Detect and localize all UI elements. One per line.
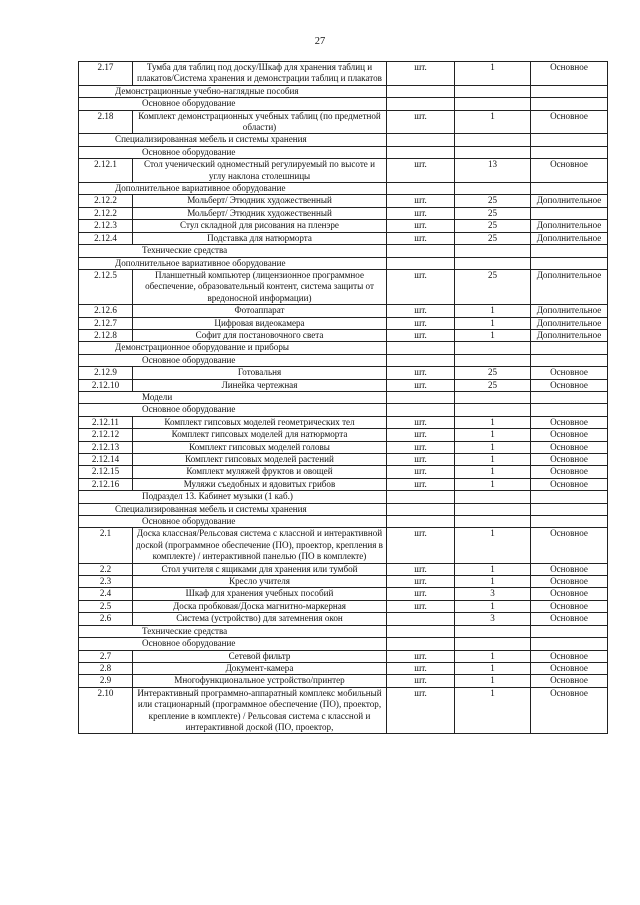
- item-name: Доска классная/Рельсовая система с классной и интерактивной доской (программное обеспечение (ПО), проектор, крепления в комплекте) / интерактивной панелью (ПО в комплекте): [133, 528, 387, 563]
- item-number: 2.6: [79, 613, 133, 625]
- item-unit: шт.: [387, 305, 455, 317]
- item-unit: шт.: [387, 600, 455, 612]
- section-row: [79, 183, 608, 195]
- item-name: Комплект гипсовых моделей головы: [133, 441, 387, 453]
- item-name: Сетевой фильтр: [133, 650, 387, 662]
- section-title: Основное оборудование: [79, 516, 387, 528]
- item-type: Основное: [531, 62, 608, 86]
- section-title: Модели: [79, 391, 387, 403]
- section-title: Специализированная мебель и системы хранения: [79, 503, 387, 515]
- item-type: Основное: [531, 613, 608, 625]
- table-row: [79, 195, 608, 207]
- table-row: [79, 613, 608, 625]
- item-quantity: 1: [455, 466, 531, 478]
- item-quantity: 1: [455, 441, 531, 453]
- item-name: Стул складной для рисования на пленэре: [133, 220, 387, 232]
- table-row: [79, 329, 608, 341]
- item-unit: шт.: [387, 563, 455, 575]
- item-type: Основное: [531, 528, 608, 563]
- item-unit: шт.: [387, 576, 455, 588]
- item-unit: шт.: [387, 269, 455, 304]
- item-type: Основное: [531, 441, 608, 453]
- item-number: 2.5: [79, 600, 133, 612]
- section-title: Основное оборудование: [79, 638, 387, 650]
- item-name: Документ-камера: [133, 662, 387, 674]
- item-unit: шт.: [387, 662, 455, 674]
- item-type: Основное: [531, 650, 608, 662]
- table-row: [79, 379, 608, 391]
- item-number: 2.4: [79, 588, 133, 600]
- item-type: Основное: [531, 416, 608, 428]
- item-name: Фотоаппарат: [133, 305, 387, 317]
- item-number: 2.12.3: [79, 220, 133, 232]
- section-title: Дополнительное вариативное оборудование: [79, 183, 387, 195]
- item-number: 2.1: [79, 528, 133, 563]
- empty-cell: [455, 404, 531, 416]
- empty-cell: [531, 404, 608, 416]
- empty-cell: [455, 354, 531, 366]
- equipment-table: [78, 61, 608, 734]
- empty-cell: [531, 391, 608, 403]
- item-name: Готовальня: [133, 367, 387, 379]
- item-number: 2.12.9: [79, 367, 133, 379]
- item-type: Дополнительное: [531, 317, 608, 329]
- item-type: Основное: [531, 687, 608, 734]
- item-unit: шт.: [387, 588, 455, 600]
- empty-cell: [531, 257, 608, 269]
- table-row: [79, 650, 608, 662]
- table-row: [79, 687, 608, 734]
- table-row: [79, 317, 608, 329]
- empty-cell: [455, 516, 531, 528]
- item-name: Подставка для натюрморта: [133, 232, 387, 244]
- item-quantity: 3: [455, 588, 531, 600]
- section-row: [79, 342, 608, 354]
- item-type: Основное: [531, 576, 608, 588]
- item-type: Дополнительное: [531, 195, 608, 207]
- item-number: 2.12.2: [79, 207, 133, 219]
- table-row: [79, 269, 608, 304]
- empty-cell: [387, 516, 455, 528]
- item-name: Тумба для таблиц под доску/Шкаф для хранения таблиц и плакатов/Система хранения и демонстрации таблиц и плакатов: [133, 62, 387, 86]
- empty-cell: [387, 134, 455, 146]
- item-unit: шт.: [387, 466, 455, 478]
- item-name: Доска пробковая/Доска магнитно-маркерная: [133, 600, 387, 612]
- table-row: [79, 600, 608, 612]
- empty-cell: [531, 245, 608, 257]
- section-title: Демонстрационное оборудование и приборы: [79, 342, 387, 354]
- item-name: Комплект гипсовых моделей геометрических тел: [133, 416, 387, 428]
- empty-cell: [531, 134, 608, 146]
- item-unit: шт.: [387, 454, 455, 466]
- empty-cell: [455, 98, 531, 110]
- empty-cell: [531, 638, 608, 650]
- item-number: 2.12.13: [79, 441, 133, 453]
- empty-cell: [531, 516, 608, 528]
- empty-cell: [531, 342, 608, 354]
- empty-cell: [387, 404, 455, 416]
- item-number: 2.8: [79, 662, 133, 674]
- item-number: 2.7: [79, 650, 133, 662]
- empty-cell: [387, 183, 455, 195]
- item-quantity: 1: [455, 576, 531, 588]
- empty-cell: [455, 638, 531, 650]
- item-name: Комплект муляжей фруктов и овощей: [133, 466, 387, 478]
- table-row: [79, 576, 608, 588]
- item-quantity: 25: [455, 232, 531, 244]
- item-quantity: 25: [455, 220, 531, 232]
- item-quantity: 1: [455, 478, 531, 490]
- table-row: [79, 159, 608, 183]
- item-quantity: 1: [455, 600, 531, 612]
- item-number: 2.12.12: [79, 429, 133, 441]
- item-type: Дополнительное: [531, 232, 608, 244]
- item-quantity: 25: [455, 195, 531, 207]
- empty-cell: [455, 503, 531, 515]
- item-quantity: 1: [455, 675, 531, 687]
- item-quantity: 3: [455, 613, 531, 625]
- table-row: [79, 466, 608, 478]
- item-type: Основное: [531, 110, 608, 134]
- section-row: [79, 404, 608, 416]
- empty-cell: [531, 146, 608, 158]
- item-unit: шт.: [387, 110, 455, 134]
- section-row: [79, 503, 608, 515]
- item-unit: шт.: [387, 329, 455, 341]
- item-quantity: 1: [455, 662, 531, 674]
- item-type: Основное: [531, 367, 608, 379]
- section-row: [79, 146, 608, 158]
- section-row: [79, 391, 608, 403]
- item-unit: шт.: [387, 232, 455, 244]
- item-number: 2.12.7: [79, 317, 133, 329]
- empty-cell: [531, 625, 608, 637]
- item-type: Основное: [531, 478, 608, 490]
- section-title: Демонстрационные учебно-наглядные пособия: [79, 85, 387, 97]
- item-unit: шт.: [387, 317, 455, 329]
- item-quantity: 1: [455, 329, 531, 341]
- item-name: Система (устройство) для затемнения окон: [133, 613, 387, 625]
- item-number: 2.2: [79, 563, 133, 575]
- item-number: 2.9: [79, 675, 133, 687]
- section-title: Основное оборудование: [79, 98, 387, 110]
- item-name: Планшетный компьютер (лицензионное программное обеспечение, образовательный контент, система защиты от вредоносной информации): [133, 269, 387, 304]
- empty-cell: [455, 391, 531, 403]
- item-name: Муляжи съедобных и ядовитых грибов: [133, 478, 387, 490]
- item-unit: шт.: [387, 528, 455, 563]
- item-type: [531, 207, 608, 219]
- item-unit: шт.: [387, 207, 455, 219]
- empty-cell: [387, 257, 455, 269]
- section-row: [79, 491, 608, 503]
- table-row: [79, 588, 608, 600]
- empty-cell: [455, 85, 531, 97]
- item-type: Основное: [531, 662, 608, 674]
- item-quantity: 1: [455, 650, 531, 662]
- section-row: [79, 134, 608, 146]
- item-number: 2.3: [79, 576, 133, 588]
- section-row: [79, 245, 608, 257]
- section-row: [79, 85, 608, 97]
- item-unit: шт.: [387, 220, 455, 232]
- item-type: Основное: [531, 563, 608, 575]
- item-unit: шт.: [387, 416, 455, 428]
- item-quantity: 13: [455, 159, 531, 183]
- table-row: [79, 675, 608, 687]
- table-row: [79, 232, 608, 244]
- item-number: 2.12.16: [79, 478, 133, 490]
- item-number: 2.17: [79, 62, 133, 86]
- empty-cell: [455, 491, 531, 503]
- item-name: Комплект гипсовых моделей для натюрморта: [133, 429, 387, 441]
- section-row: [79, 354, 608, 366]
- empty-cell: [531, 503, 608, 515]
- empty-cell: [387, 85, 455, 97]
- empty-cell: [387, 146, 455, 158]
- item-type: Основное: [531, 379, 608, 391]
- section-title: Основное оборудование: [79, 404, 387, 416]
- section-row: [79, 98, 608, 110]
- table-row: [79, 429, 608, 441]
- section-title: Технические средства: [79, 245, 387, 257]
- table-row: [79, 454, 608, 466]
- item-type: Дополнительное: [531, 269, 608, 304]
- section-row: [79, 516, 608, 528]
- item-number: 2.12.5: [79, 269, 133, 304]
- item-quantity: 1: [455, 528, 531, 563]
- item-unit: шт.: [387, 195, 455, 207]
- table-row: [79, 416, 608, 428]
- item-name: Софит для постановочного света: [133, 329, 387, 341]
- table-row: [79, 662, 608, 674]
- item-unit: шт.: [387, 650, 455, 662]
- table-row: [79, 478, 608, 490]
- item-number: 2.12.2: [79, 195, 133, 207]
- item-unit: шт.: [387, 159, 455, 183]
- item-quantity: 1: [455, 563, 531, 575]
- empty-cell: [531, 98, 608, 110]
- empty-cell: [387, 354, 455, 366]
- item-number: 2.10: [79, 687, 133, 734]
- item-type: Основное: [531, 675, 608, 687]
- empty-cell: [531, 183, 608, 195]
- table-row: [79, 110, 608, 134]
- item-quantity: 25: [455, 269, 531, 304]
- table-row: [79, 207, 608, 219]
- section-title: Дополнительное вариативное оборудование: [79, 257, 387, 269]
- item-name: Линейка чертежная: [133, 379, 387, 391]
- item-quantity: 1: [455, 317, 531, 329]
- item-number: 2.12.4: [79, 232, 133, 244]
- item-type: Дополнительное: [531, 305, 608, 317]
- empty-cell: [455, 625, 531, 637]
- empty-cell: [455, 245, 531, 257]
- empty-cell: [387, 625, 455, 637]
- section-title: Подраздел 13. Кабинет музыки (1 каб.): [79, 491, 387, 503]
- empty-cell: [387, 491, 455, 503]
- item-name: Стол ученический одноместный регулируемый по высоте и углу наклона столешницы: [133, 159, 387, 183]
- table-row: [79, 305, 608, 317]
- empty-cell: [455, 183, 531, 195]
- item-unit: шт.: [387, 379, 455, 391]
- item-type: Основное: [531, 466, 608, 478]
- item-quantity: 1: [455, 454, 531, 466]
- item-unit: шт.: [387, 429, 455, 441]
- item-quantity: 25: [455, 207, 531, 219]
- empty-cell: [387, 98, 455, 110]
- empty-cell: [455, 146, 531, 158]
- empty-cell: [531, 491, 608, 503]
- empty-cell: [455, 257, 531, 269]
- empty-cell: [387, 245, 455, 257]
- item-unit: шт.: [387, 441, 455, 453]
- empty-cell: [387, 342, 455, 354]
- item-type: Основное: [531, 454, 608, 466]
- empty-cell: [387, 391, 455, 403]
- item-number: 2.18: [79, 110, 133, 134]
- item-unit: шт.: [387, 367, 455, 379]
- item-type: Основное: [531, 588, 608, 600]
- section-title: Технические средства: [79, 625, 387, 637]
- item-type: Дополнительное: [531, 220, 608, 232]
- item-quantity: 1: [455, 687, 531, 734]
- item-number: 2.12.10: [79, 379, 133, 391]
- item-quantity: 1: [455, 62, 531, 86]
- item-name: Стол учителя с ящиками для хранения или тумбой: [133, 563, 387, 575]
- empty-cell: [387, 638, 455, 650]
- section-title: Специализированная мебель и системы хранения: [79, 134, 387, 146]
- item-name: Мольберт/ Этюдник художественный: [133, 207, 387, 219]
- item-name: Мольберт/ Этюдник художественный: [133, 195, 387, 207]
- empty-cell: [531, 354, 608, 366]
- item-name: Шкаф для хранения учебных пособий: [133, 588, 387, 600]
- empty-cell: [455, 342, 531, 354]
- item-number: 2.12.14: [79, 454, 133, 466]
- item-name: Многофункциональное устройство/принтер: [133, 675, 387, 687]
- item-name: Комплект гипсовых моделей растений: [133, 454, 387, 466]
- item-type: Основное: [531, 159, 608, 183]
- table-row: [79, 220, 608, 232]
- item-unit: шт.: [387, 675, 455, 687]
- item-quantity: 1: [455, 110, 531, 134]
- item-quantity: 25: [455, 379, 531, 391]
- item-unit: [387, 613, 455, 625]
- item-type: Основное: [531, 429, 608, 441]
- section-row: [79, 625, 608, 637]
- empty-cell: [455, 134, 531, 146]
- section-row: [79, 257, 608, 269]
- item-quantity: 1: [455, 305, 531, 317]
- section-title: Основное оборудование: [79, 354, 387, 366]
- section-row: [79, 638, 608, 650]
- item-type: Дополнительное: [531, 329, 608, 341]
- item-name: Цифровая видеокамера: [133, 317, 387, 329]
- empty-cell: [531, 85, 608, 97]
- table-row: [79, 528, 608, 563]
- item-name: Кресло учителя: [133, 576, 387, 588]
- section-title: Основное оборудование: [79, 146, 387, 158]
- item-unit: шт.: [387, 687, 455, 734]
- page-number: 27: [314, 36, 326, 47]
- empty-cell: [387, 503, 455, 515]
- item-number: 2.12.15: [79, 466, 133, 478]
- item-type: Основное: [531, 600, 608, 612]
- table-row: [79, 367, 608, 379]
- item-number: 2.12.1: [79, 159, 133, 183]
- table-row: [79, 62, 608, 86]
- item-name: Интерактивный программно-аппаратный комплекс мобильный или стационарный (программное обеспечение (ПО), проектор, крепление в комплекте) / Рельсовая система с классной и интерактивной доской (ПО, проектор,: [133, 687, 387, 734]
- table-row: [79, 563, 608, 575]
- item-quantity: 25: [455, 367, 531, 379]
- item-unit: шт.: [387, 478, 455, 490]
- item-number: 2.12.8: [79, 329, 133, 341]
- item-name: Комплект демонстрационных учебных таблиц (по предметной области): [133, 110, 387, 134]
- item-unit: шт.: [387, 62, 455, 86]
- item-quantity: 1: [455, 416, 531, 428]
- item-number: 2.12.11: [79, 416, 133, 428]
- table-row: [79, 441, 608, 453]
- item-number: 2.12.6: [79, 305, 133, 317]
- item-quantity: 1: [455, 429, 531, 441]
